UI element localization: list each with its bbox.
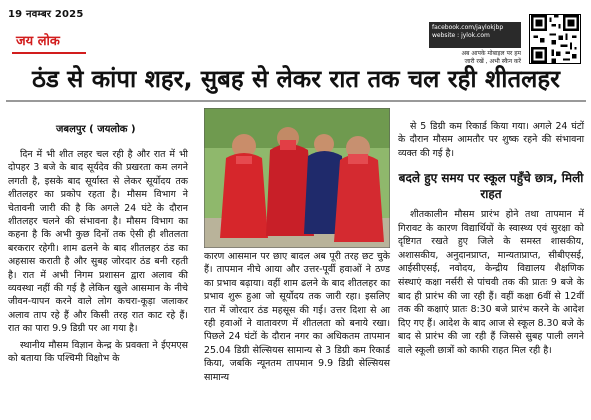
article-column-3-body — [398, 208, 584, 358]
logo-text: जय लोक — [16, 34, 60, 49]
article-headline: ठंड से कांपा शहर, सुबह से लेकर रात तक चल रही शीतलहर — [32, 65, 560, 93]
paragraph: दिन में भी शीत लहर चल रही है और रात में भी दोपहर 3 बजे के बाद सूर्यदेव की प्रखरता कम लगने लगती है, इसके बाद सूर्यास्त से लेकर सूर्योदय तक शीतलहर का प्रकोप रहता है। मौसम विभाग ने चेतावनी जारी की है कि अगले 24 घंटे के दौरान शीतलहर चलने की संभावना है। मौसम विभाग का कहना है कि अभी कुछ दिनों तक ऐसी ही शीतलता बरकरार रहेगी। शाम ढलने के बाद शीतलहर ठंड का अहसास कराती है और सुबह जोरदार ठंड बनी रहती है। रात में अभी निगम प्रशासन द्वारा अलाव की व्यवस्था नहीं की गई है लेकिन खुले आसमान के नीचे जीवन-यापन करने वाले लोग कचरा-कूड़ा जलाकर अलाव ताप रहे हैं और किसी तरह रात काट रहे हैं। रात का पारा 9.9 डिग्री पर आ गया है। — [8, 149, 188, 335]
headline-divider — [6, 100, 586, 102]
sub-headline: बदले हुए समय पर स्कूल पहुँचे छात्र, मिली राहत — [398, 171, 584, 201]
promo-line-3: अब आपके मोबाइल पर हम — [461, 50, 521, 57]
newspaper-logo — [12, 30, 86, 54]
article-column-1 — [8, 148, 188, 369]
promo-box — [429, 22, 521, 48]
dateline: जबलपुर ( जयलोक ) — [56, 124, 136, 135]
article-column-2 — [204, 250, 390, 387]
qr-code-icon — [529, 14, 581, 64]
paragraph: कारण आसमान पर छाए बादल अब पूरी तरह छट चुके हैं। तापमान नीचे आया और उत्तर-पूर्वी हवाओं ने ठण्ड का प्रभाव बढ़ाया। वहीं शाम ढलने के बाद शीतलहर का प्रभाव शुरू हुआ जो सूर्योदय तक जारी रहा। इसलिए रात में जोरदार ठंड महसूस की गई। उत्तर दिशा से आ रही हवाओं ने वातावरण में शीतलता को बनाये रखा। पिछले 24 घंटों के दौरान नगर का अधिकतम तापमान 25.04 डिग्री सेल्सियस सामान्य से 3 डिग्री कम रिकार्ड किया, जबकि न्यूनतम तापमान 9.9 डिग्री सेल्सियस सामान्य — [204, 251, 390, 383]
article-column-3 — [398, 120, 584, 163]
paragraph: से 5 डिग्री कम रिकार्ड किया गया। अगले 24 घंटों के दौरान मौसम आमतौर पर शुष्क रहने की संभावना व्यक्त की गई है। — [398, 121, 584, 159]
paragraph: स्थानीय मौसम विज्ञान केन्द्र के प्रवक्ता ने ईएमएस को बताया कि पश्चिमी विक्षोभ के — [8, 339, 188, 365]
issue-date: 19 नवम्बर 2025 — [8, 9, 84, 20]
promo-line-4: जारी रखें , अभी स्कैन करें — [464, 58, 521, 65]
promo-website: website : jylok.com — [432, 32, 490, 39]
article-photo — [204, 108, 390, 248]
paragraph: शीतकालीन मौसम प्रारंभ होने तथा तापमान में गिरावट के कारण विद्यार्थियों के स्वास्थ्य एवं सुरक्षा को दृष्टिगत रखते हुए जिले के समस्त शासकीय, अशासकीय, अनुदानप्राप्त, मान्यताप्राप्त, सीबीएसई, आईसीएसई, नवोदय, केन्द्रीय विद्यालय शैक्षणिक संस्थाएं कक्षा नर्सरी से पांचवी तक की प्रातः 9 बजे के बाद ही प्रारंभ की जा रही हैं। वहीं कक्षा 6वीं से 12वीं तक की कक्षाएं प्रातः 8:30 बजे प्रारंभ करने के आदेश दिए गए हैं। आदेश के बाद आज से स्कूल 8.30 बजे के बाद से प्रारंभ की जा रही हैं जिससे सुबह पाली लगने वाले स्कूली छात्रों को काफी राहत मिल रही है। — [398, 209, 584, 356]
promo-facebook: facebook.com/jaylokjbp — [432, 24, 504, 31]
